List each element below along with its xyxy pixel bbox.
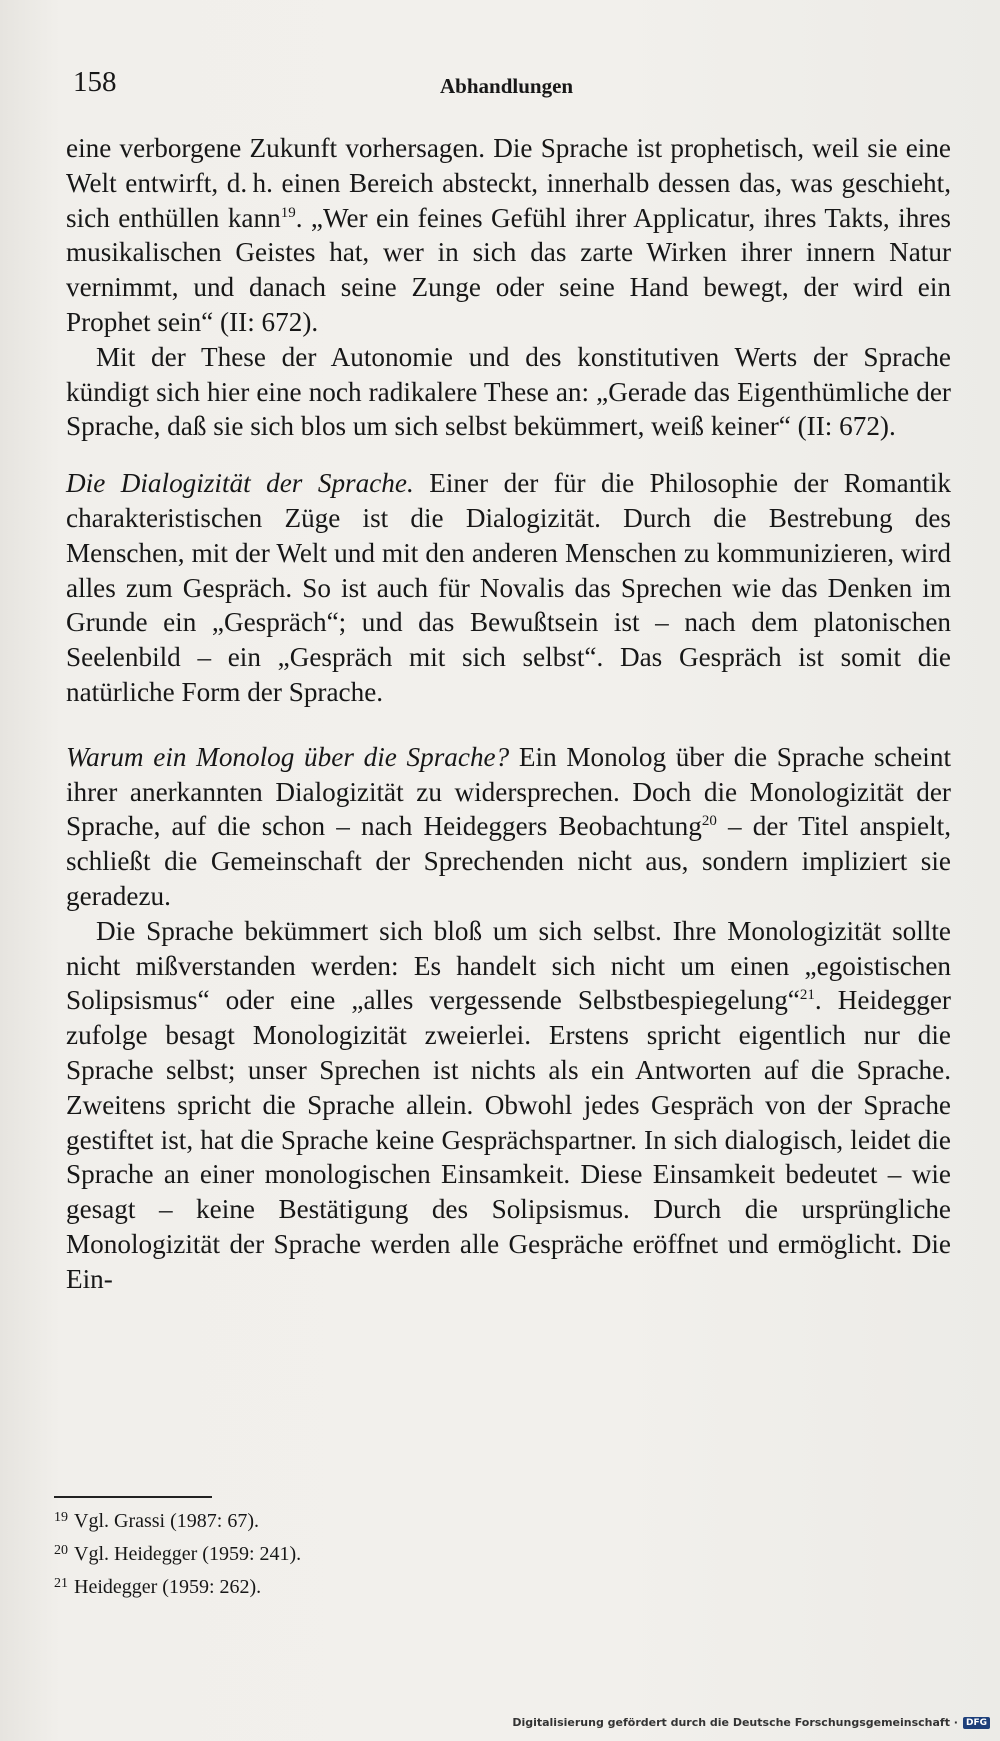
- paragraph-gap: [66, 444, 951, 466]
- paragraph-5-text-b: . Heidegger zufolge besagt Monologizität zweierlei. Erstens spricht eigentlich nur die Sprache selbst; unser Sprechen ist nichts als ein Antworten auf die Sprache. Zweitens spricht die Sprache allein. Obwohl jedes Gespräch von der Sprache gestiftet ist, hat die Sprache keine Gesprächspartner. In sich dialogisch, leidet die Sprache an einer monologischen Einsamkeit. Diese Einsamkeit bedeutet – wie gesagt – keine Bestätigung des Solipsismus. Durch die ursprüngliche Monologizität der Sprache werden alle Gespräche eröffnet und ermöglicht. Die Ein-: [66, 985, 951, 1294]
- paragraph-5-text-a: Die Sprache bekümmert sich bloß um sich selbst. Ihre Monologizität sollte nicht mißverstanden werden: Es handelt sich nicht um einen „egoistischen Solipsismus“ oder eine „alles vergessende Selbstbespiegelung“: [66, 915, 951, 1016]
- section-heading-dialogizitaet: Die Dialogizität der Sprache.: [66, 468, 414, 499]
- paragraph-2-text: Mit der These der Autonomie und des konstitutiven Werts der Sprache kündigt sich hier eine noch radikalere These an: „Gerade das Eigenthümliche der Sprache, daß sie sich blos um sich selbst bekümmert, weiß keiner“ (II: 672).: [66, 341, 951, 442]
- paragraph-4-text-b: – der Titel anspielt, schließt die Gemeinschaft der Sprechenden nicht aus, sondern impliziert sie geradezu.: [66, 811, 951, 911]
- footnote-number: 20: [54, 1543, 68, 1558]
- paragraph-1: [66, 131, 951, 340]
- paragraph-3-text: Einer der für die Philosophie der Romantik charakteristischen Züge ist die Dialogizität. Durch die Bestrebung des Menschen, mit der Welt und mit den anderen Menschen zu kommunizieren, wird alles zum Gespräch. So ist auch für Novalis das Sprechen wie das Denken im Grunde ein „Gespräch“; und das Bewußtsein ist – nach dem platonischen Seelenbild – ein „Gespräch mit sich selbst“. Das Gespräch ist somit die natürliche Form der Sprache.: [66, 468, 951, 707]
- footnotes: [54, 1503, 554, 1602]
- footnote-ref-20: 20: [701, 813, 717, 830]
- digitization-credit: [512, 1716, 990, 1729]
- footnote-number: 21: [54, 1576, 68, 1591]
- paragraph-3: [66, 466, 951, 710]
- paragraph-1-text-a: eine verborgene Zukunft vorhersagen. Die Sprache ist prophetisch, weil sie eine Welt entwirft, d. h. einen Bereich absteckt, innerhalb dessen das, was geschieht, sich enthüllen kann: [66, 133, 951, 233]
- paragraph-4-text-a: Ein Monolog über die Sprache scheint ihrer anerkannten Dialogizität zu widersprechen. Doch die Monologizität der Sprache, auf die schon – nach Heideggers Beobachtung: [66, 741, 952, 842]
- paragraph-gap: [66, 710, 951, 740]
- footnote-21: [54, 1569, 554, 1602]
- footnote-text: Heidegger (1959: 262).: [74, 1576, 262, 1598]
- footnote-text: Vgl. Heidegger (1959: 241).: [74, 1543, 302, 1565]
- footnote-19: [54, 1503, 554, 1536]
- footnote-number: 19: [54, 1510, 68, 1525]
- section-heading-monolog: Warum ein Monolog über die Sprache?: [66, 741, 510, 772]
- footnote-rule: [54, 1496, 212, 1498]
- paragraph-5: [66, 914, 951, 1297]
- page-header: [67, 62, 952, 102]
- page-number: 158: [73, 66, 117, 98]
- footnote-text: Vgl. Grassi (1987: 67).: [74, 1510, 259, 1532]
- running-head: Abhandlungen: [440, 74, 574, 98]
- body-text: [66, 131, 951, 1297]
- paragraph-4: [66, 740, 951, 914]
- footnote-ref-21: 21: [799, 987, 815, 1004]
- paragraph-2: [66, 340, 951, 444]
- credit-text: Digitalisierung gefördert durch die Deutsche Forschungsgemeinschaft ·: [512, 1716, 958, 1729]
- dfg-logo-icon: DFG: [963, 1717, 990, 1729]
- footnote-ref-19: 19: [280, 204, 296, 221]
- paragraph-1-text-b: . „Wer ein feines Gefühl ihrer Applicatur, ihres Takts, ihres musikalischen Geistes hat, wer in sich das zarte Wirken ihrer innern Natur vernimmt, und danach seine Zunge oder seine Hand bewegt, der wird ein Prophet sein“ (II: 672).: [66, 202, 951, 337]
- footnote-20: [54, 1536, 554, 1569]
